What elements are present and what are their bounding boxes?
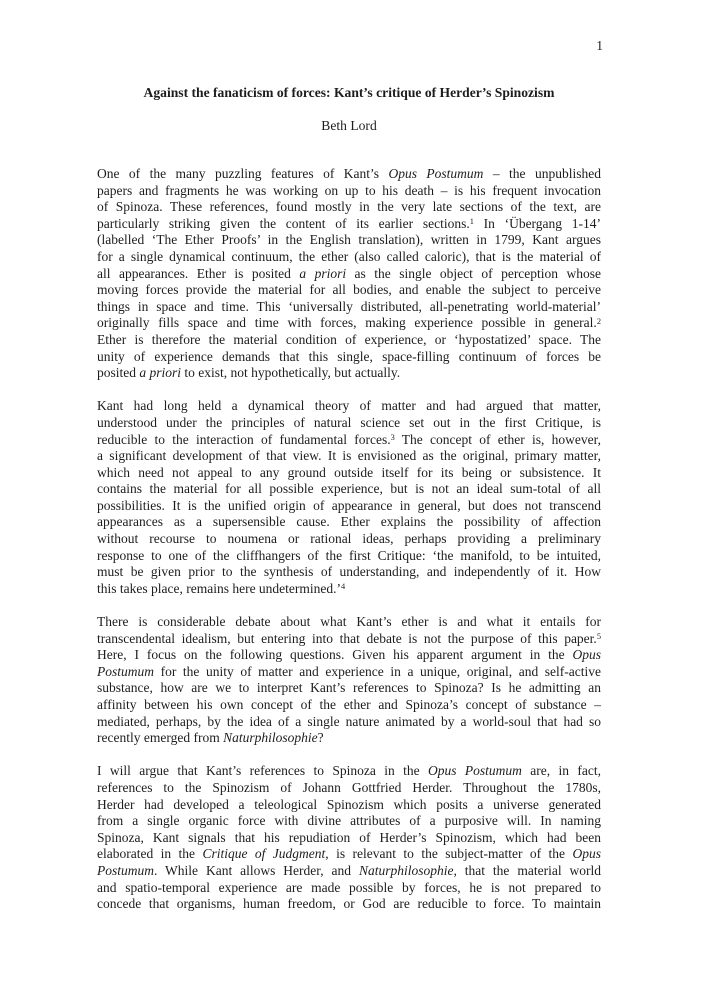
document-body — [97, 166, 601, 929]
text-line — [97, 631, 601, 648]
text-run: appearances as a supersensible cause. Ether explains the possibility of affection — [97, 514, 601, 530]
text-run: to exist, not hypothetically, but actually. — [181, 365, 401, 381]
paragraph — [97, 614, 601, 747]
footnote-marker: 5 — [596, 631, 601, 641]
text-line — [97, 332, 601, 349]
text-line — [97, 664, 601, 681]
text-line — [97, 232, 601, 249]
text-run: papers and fragments he was working on up to his death – is his frequent invocation — [97, 182, 601, 198]
italic-text: Opus — [572, 846, 601, 862]
text-run: ? — [317, 730, 324, 746]
text-run: originally fills space and time with forces, making experience possible in general. — [97, 315, 597, 331]
italic-text: Naturphilosophie, — [358, 862, 457, 878]
text-line — [97, 531, 601, 548]
text-run: which need not appeal to any ground outside itself for its being or subsistence. It — [97, 464, 601, 480]
text-run: – the unpublished — [483, 166, 601, 181]
footnote-marker: 4 — [341, 582, 346, 592]
author-name: Beth Lord — [321, 118, 377, 133]
text-line — [97, 465, 601, 482]
text-run: Ether is therefore the material condition of experience, or ‘hypostatized’ space. The — [97, 331, 601, 347]
text-run: Here, I focus on the following questions. Given his apparent argument in the — [97, 647, 573, 663]
text-line — [97, 498, 601, 515]
italic-text: Opus — [572, 647, 601, 663]
text-line — [97, 282, 601, 299]
text-line — [97, 216, 601, 233]
text-line — [97, 647, 601, 664]
text-run: that the material world — [456, 862, 601, 878]
italic-text: a priori — [299, 265, 347, 281]
text-run: unity of experience demands that this single, space-filling continuum of forces be — [97, 348, 601, 364]
footnote-marker: 2 — [596, 316, 601, 326]
text-run: affinity between his own concept of the ether and Spinoza’s concept of substance – — [97, 697, 601, 712]
text-run: mediated, perhaps, by the idea of a single nature animated by a world-soul that had so — [97, 713, 601, 729]
text-run: . While Kant allows Herder, and — [154, 862, 359, 878]
text-run: for a single dynamical continuum, the ether (also called caloric), that is the material of — [97, 248, 601, 264]
text-run: moving forces provide the material for all bodies, and enable the subject to perceive — [97, 282, 601, 298]
text-run: In ‘Übergang 1-14’ — [473, 215, 602, 231]
text-run: contains the material for all possible experience, but is not an ideal sum-total of all — [97, 481, 601, 497]
text-run: substance, how are we to interpret Kant’s references to Spinoza? Is he admitting an — [97, 680, 601, 696]
text-line — [97, 514, 601, 531]
text-line — [97, 365, 601, 382]
text-line — [97, 581, 601, 598]
text-line — [97, 830, 601, 847]
text-line — [97, 199, 601, 216]
text-run: a significant development of that view. It is envisioned as the original, primary matter, — [97, 448, 601, 464]
text-run: The concept of ether is, however, — [394, 431, 601, 447]
text-run: from a single organic force with divine attributes of a purposive will. In naming — [97, 813, 601, 829]
text-line — [97, 863, 601, 880]
text-line — [97, 564, 601, 581]
text-run: posited — [97, 365, 140, 381]
text-line — [97, 896, 601, 913]
text-run: things in space and time. This ‘universally distributed, all-penetrating world-material’ — [97, 298, 601, 314]
italic-text: Opus Postumum — [427, 763, 522, 779]
text-run: all appearances. Ether is posited — [97, 265, 300, 281]
text-run: I will argue that Kant’s references to Spinoza in the — [97, 763, 428, 779]
paper-title: Against the fanaticism of forces: Kant’s critique of Herder’s Spinozism — [143, 85, 555, 100]
text-run: as the single object of perception whose — [346, 265, 602, 281]
footnote-marker: 3 — [390, 432, 395, 442]
text-run: are, in fact, — [521, 763, 601, 779]
text-line — [97, 714, 601, 731]
text-line — [97, 780, 601, 797]
text-line — [97, 432, 601, 449]
text-line — [97, 548, 601, 565]
text-run: references to the Spinozism of Johann Gottfried Herder. Throughout the 1780s, — [97, 779, 601, 795]
text-line — [97, 614, 601, 631]
italic-text: a priori — [139, 365, 182, 381]
text-run: elaborated in the — [97, 846, 203, 862]
text-line — [97, 266, 601, 283]
text-run: particularly striking given the content of its earlier sections. — [97, 215, 470, 231]
text-line — [97, 415, 601, 432]
text-line — [97, 680, 601, 697]
text-run: understood under the principles of natural science set out in the first Critique, is — [97, 414, 601, 430]
text-line — [97, 183, 601, 200]
italic-text: Naturphilosophie — [223, 730, 318, 746]
text-run: Spinoza, Kant signals that his repudiation of Herder’s Spinozism, which had been — [97, 829, 601, 845]
text-run: without recourse to noumena or rational ideas, perhaps providing a preliminary — [97, 531, 601, 547]
italic-text: Postumum — [97, 663, 154, 679]
text-line — [97, 697, 601, 714]
text-line — [97, 349, 601, 366]
text-run: Herder had developed a teleological Spinozism which posits a universe generated — [97, 796, 601, 812]
text-line — [97, 880, 601, 897]
text-run: and spatio-temporal experience are made possible by forces, he is not prepared to — [97, 879, 601, 895]
page-number: 1 — [596, 38, 603, 53]
text-line — [97, 448, 601, 465]
text-line — [97, 481, 601, 498]
paragraph — [97, 398, 601, 597]
text-line — [97, 763, 601, 780]
text-run: transcendental idealism, but entering into that debate is not the purpose of this paper. — [97, 630, 597, 646]
text-run: recently emerged from — [97, 730, 224, 746]
text-line — [97, 315, 601, 332]
text-run: reducible to the interaction of fundamental forces. — [97, 431, 391, 447]
text-line — [97, 299, 601, 316]
italic-text: Critique of Judgment — [202, 846, 326, 862]
text-line — [97, 730, 601, 747]
text-run: must be given prior to the synthesis of understanding, and independently of it. How — [97, 564, 601, 580]
text-line — [97, 797, 601, 814]
text-line — [97, 846, 601, 863]
footnote-marker: 1 — [469, 217, 474, 227]
text-run: of Spinoza. These references, found mostly in the very late sections of the text, are — [97, 199, 601, 215]
text-line — [97, 166, 601, 183]
text-run: Kant had long held a dynamical theory of matter and had argued that matter, — [97, 398, 601, 414]
text-line — [97, 398, 601, 415]
text-run: concede that organisms, human freedom, or God are reducible to force. To maintain — [97, 896, 601, 912]
paragraph — [97, 763, 601, 912]
italic-text: Opus Postumum — [388, 166, 484, 181]
text-run: this takes place, remains here undetermined.’ — [97, 580, 342, 596]
text-run: response to one of the cliffhangers of the first Critique: ‘the manifold, to be intuited, — [97, 547, 601, 563]
text-run: One of the many puzzling features of Kant’s — [97, 166, 389, 181]
italic-text: Postumum — [97, 862, 154, 878]
text-run: There is considerable debate about what Kant’s ether is and what it entails for — [97, 614, 601, 630]
text-run: for the unity of matter and experience in a unique, original, and self-active — [154, 663, 601, 679]
text-line — [97, 249, 601, 266]
text-run: , is relevant to the subject-matter of the — [325, 846, 573, 862]
text-run: (labelled ‘The Ether Proofs’ in the English translation), written in 1799, Kant argues — [97, 232, 601, 248]
text-run: possibilities. It is the unified origin of appearance in general, but does not transcend — [97, 497, 601, 513]
paragraph — [97, 166, 601, 382]
text-line — [97, 813, 601, 830]
